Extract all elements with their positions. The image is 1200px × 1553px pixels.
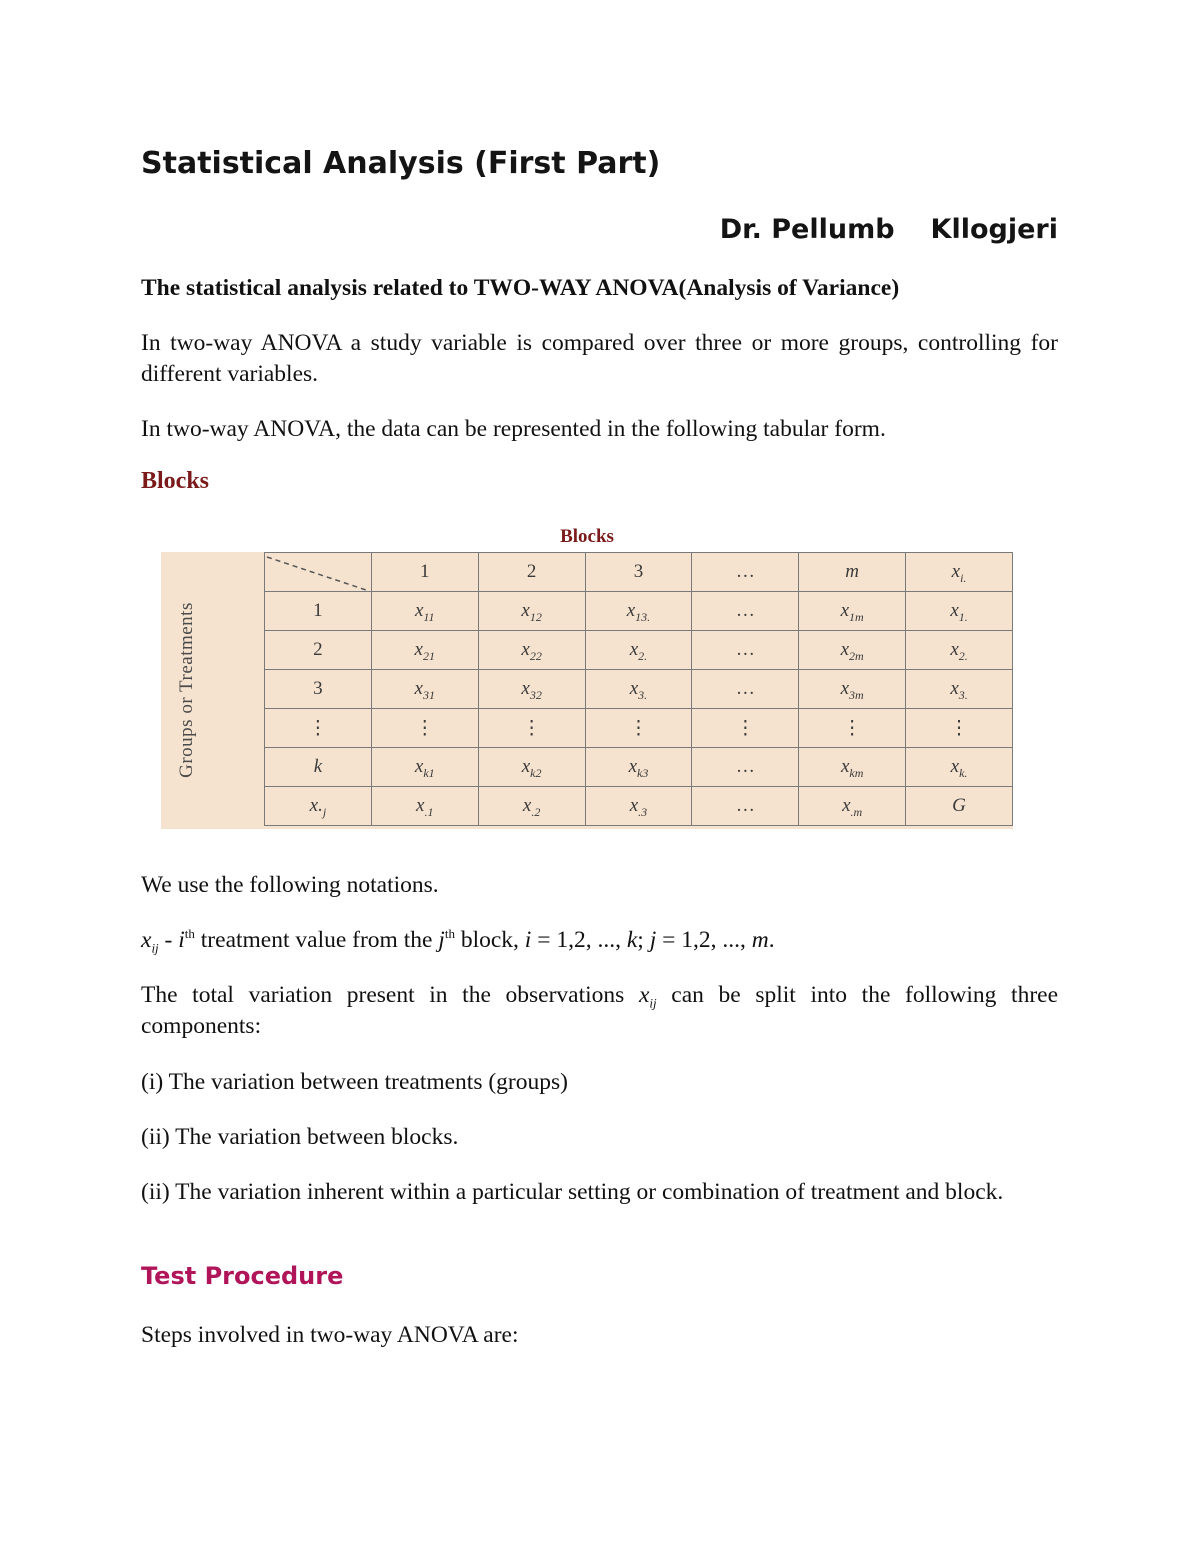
intro-paragraph: In two-way ANOVA a study variable is compared over three or more groups, controlling for different variables. xyxy=(141,330,1058,387)
table-cell: $x_{k1}$ xyxy=(371,748,478,787)
table-cell: $x_{2m}$ xyxy=(799,631,906,670)
table-cell: ⋮ xyxy=(799,709,906,748)
table-cell: 2 xyxy=(265,631,372,670)
table-cell: $x_{2.}$ xyxy=(906,631,1013,670)
notation-mid: treatment value from the xyxy=(194,927,439,953)
table-cell: $x_{31}$ xyxy=(371,670,478,709)
table-cell: … xyxy=(692,748,799,787)
notation-th2: th xyxy=(444,926,455,942)
table-cell: $x_{k.}$ xyxy=(906,748,1013,787)
blocks-heading: Blocks xyxy=(141,468,210,494)
notation-range-j: j xyxy=(649,927,657,953)
table-cell: G xyxy=(906,787,1013,826)
notation-i: i xyxy=(178,927,185,953)
table-cell: $x_{km}$ xyxy=(799,748,906,787)
table-cell: ⋮ xyxy=(692,709,799,748)
table-cell: $x_{21}$ xyxy=(371,631,478,670)
table-cell: $x_{.m}$ xyxy=(799,787,906,826)
diagonal-dashed-line xyxy=(265,553,371,591)
table-cell: … xyxy=(692,631,799,670)
variation-paragraph xyxy=(141,980,1058,1042)
table-cell: $x_{.1}$ xyxy=(371,787,478,826)
table-corner-cell xyxy=(265,553,372,592)
table-cell: $x_{.3}$ xyxy=(585,787,692,826)
table-row xyxy=(265,670,1013,709)
table-cell: 2 xyxy=(478,553,585,592)
table-cell: $x._j$ xyxy=(265,787,372,826)
table-cell: ⋮ xyxy=(265,709,372,748)
table-cell: $x_{3m}$ xyxy=(799,670,906,709)
notations-intro: We use the following notations. xyxy=(141,872,439,898)
table-cell: 3 xyxy=(585,553,692,592)
notation-definition xyxy=(141,925,1058,956)
table-cell: $x_{3.}$ xyxy=(585,670,692,709)
notation-semi: ; xyxy=(637,927,650,953)
table-cell: $x_{k3}$ xyxy=(585,748,692,787)
table-cell: $x_{1m}$ xyxy=(799,592,906,631)
table-cell: ⋮ xyxy=(478,709,585,748)
table-row xyxy=(265,631,1013,670)
notation-end: . xyxy=(768,927,775,953)
table-cell: … xyxy=(692,787,799,826)
notation-range-i: i xyxy=(524,927,532,953)
table-cell: $x_{32}$ xyxy=(478,670,585,709)
notation-range-i-vals: = 1,2, ..., xyxy=(531,927,627,953)
notation-k: k xyxy=(626,927,638,953)
table-cell: … xyxy=(692,670,799,709)
table-cell: $x_{i.}$ xyxy=(906,553,1013,592)
variation-x: x xyxy=(638,982,650,1008)
table-cell: $x_{22}$ xyxy=(478,631,585,670)
table-cell: ⋮ xyxy=(371,709,478,748)
table-cell: $x_{k2}$ xyxy=(478,748,585,787)
component-item: (ii) The variation between blocks. xyxy=(141,1124,459,1150)
steps-intro: Steps involved in two-way ANOVA are: xyxy=(141,1322,519,1348)
notation-x: x xyxy=(141,927,152,953)
variation-x-sub: ij xyxy=(649,995,657,1011)
table-cell: $x_{11}$ xyxy=(371,592,478,631)
notation-x-sub: ij xyxy=(151,940,159,956)
anova-table-figure xyxy=(161,524,1013,829)
table-row xyxy=(265,748,1013,787)
table-cell: $x_{1.}$ xyxy=(906,592,1013,631)
table-cell: k xyxy=(265,748,372,787)
table-cell: $x_{.2}$ xyxy=(478,787,585,826)
table-cell: $x_{2.}$ xyxy=(585,631,692,670)
author-name xyxy=(720,214,1058,245)
test-procedure-heading: Test Procedure xyxy=(141,1262,344,1290)
table-cell: m xyxy=(799,553,906,592)
notation-j: j xyxy=(438,927,445,953)
table-cell: 1 xyxy=(265,592,372,631)
tabular-intro-paragraph: In two-way ANOVA, the data can be represented in the following tabular form. xyxy=(141,416,886,442)
notation-th1: th xyxy=(184,926,195,942)
table-cell: $x_{3.}$ xyxy=(906,670,1013,709)
table-row xyxy=(265,709,1013,748)
author-surname: Kllogjeri xyxy=(930,214,1058,245)
table-cell: 3 xyxy=(265,670,372,709)
component-item: (ii) The variation inherent within a particular setting or combination of treatment and block. xyxy=(141,1179,1004,1205)
table-cell: … xyxy=(692,553,799,592)
notation-tail: block, xyxy=(454,927,525,953)
table-cell: ⋮ xyxy=(585,709,692,748)
table-header-row xyxy=(265,553,1013,592)
side-label-text: Groups or Treatments xyxy=(176,602,197,778)
figure-title: Blocks xyxy=(560,526,614,547)
table-row xyxy=(265,787,1013,826)
section-subtitle: The statistical analysis related to TWO-WAY ANOVA(Analysis of Variance) xyxy=(141,275,900,301)
notation-range-j-vals: = 1,2, ..., xyxy=(656,927,752,953)
variation-after: can be split into the following three components: xyxy=(141,982,1058,1039)
table-cell: ⋮ xyxy=(906,709,1013,748)
anova-data-table xyxy=(264,552,1013,826)
variation-before: The total variation present in the observations xyxy=(141,982,639,1008)
notation-dash: - xyxy=(158,927,179,953)
notation-m: m xyxy=(751,927,769,953)
table-row xyxy=(265,592,1013,631)
component-item: (i) The variation between treatments (groups) xyxy=(141,1069,568,1095)
author-prefix: Dr. Pellumb xyxy=(719,214,895,245)
table-cell: $x_{12}$ xyxy=(478,592,585,631)
table-cell: $x_{13.}$ xyxy=(585,592,692,631)
table-cell: … xyxy=(692,592,799,631)
table-cell: 1 xyxy=(371,553,478,592)
document-title: Statistical Analysis (First Part) xyxy=(141,146,661,181)
